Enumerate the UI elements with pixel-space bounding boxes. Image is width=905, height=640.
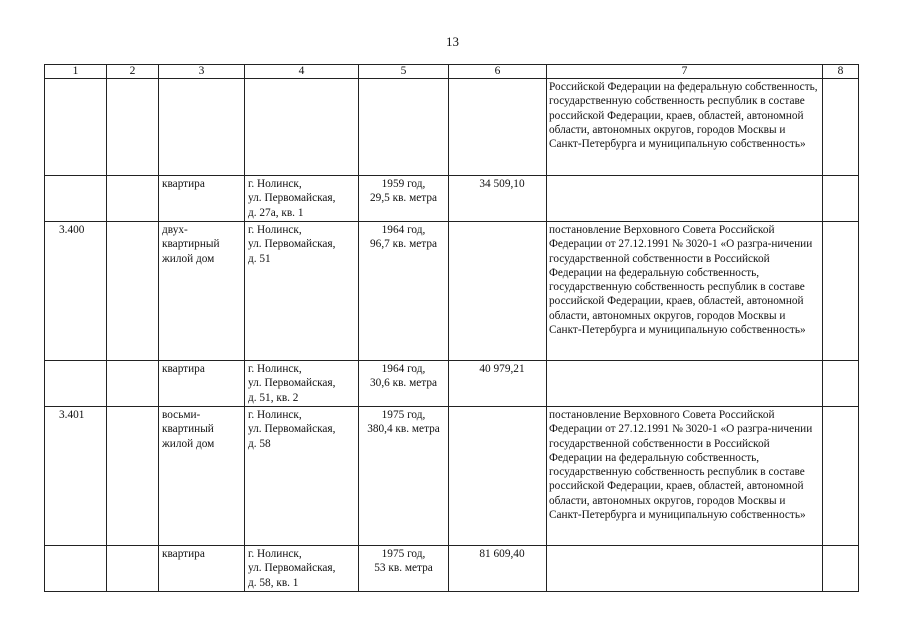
column-header-4: 4 bbox=[245, 65, 359, 79]
column-header-6: 6 bbox=[449, 65, 547, 79]
column-header-8: 8 bbox=[823, 65, 859, 79]
col-8-cell bbox=[823, 79, 859, 176]
table-row bbox=[45, 79, 859, 176]
year-and-area bbox=[359, 79, 449, 176]
col-8-cell bbox=[823, 546, 859, 592]
book-value: 81 609,40 bbox=[449, 546, 547, 592]
legal-basis: Российской Федерации на федеральную собственность, государственную собственность республик в составе российской Федерации, краев, областей, автономной области, автономных округов, городов Москвы и Санкт-Петербурга и муниципальную собственность» bbox=[547, 79, 823, 176]
table-row bbox=[45, 546, 859, 592]
object-type: двух- квартирный жилой дом bbox=[159, 222, 245, 361]
address: г. Нолинск, ул. Первомайская, д. 51, кв. 2 bbox=[245, 361, 359, 407]
table-row bbox=[45, 361, 859, 407]
column-header-2: 2 bbox=[107, 65, 159, 79]
object-type: квартира bbox=[159, 176, 245, 222]
col-8-cell bbox=[823, 222, 859, 361]
year-and-area: 1959 год, 29,5 кв. метра bbox=[359, 176, 449, 222]
col-2-cell bbox=[107, 407, 159, 546]
book-value bbox=[449, 79, 547, 176]
book-value bbox=[449, 222, 547, 361]
object-type bbox=[159, 79, 245, 176]
column-number-row bbox=[45, 65, 859, 79]
book-value bbox=[449, 407, 547, 546]
address: г. Нолинск, ул. Первомайская, д. 51 bbox=[245, 222, 359, 361]
address bbox=[245, 79, 359, 176]
column-header-7: 7 bbox=[547, 65, 823, 79]
col-8-cell bbox=[823, 176, 859, 222]
col-2-cell bbox=[107, 176, 159, 222]
row-number: 3.400 bbox=[45, 222, 107, 361]
column-header-3: 3 bbox=[159, 65, 245, 79]
year-and-area: 1975 год, 380,4 кв. метра bbox=[359, 407, 449, 546]
legal-basis bbox=[547, 361, 823, 407]
address: г. Нолинск, ул. Первомайская, д. 58, кв. 1 bbox=[245, 546, 359, 592]
column-header-1: 1 bbox=[45, 65, 107, 79]
col-2-cell bbox=[107, 222, 159, 361]
legal-basis bbox=[547, 546, 823, 592]
book-value: 34 509,10 bbox=[449, 176, 547, 222]
column-header-5: 5 bbox=[359, 65, 449, 79]
property-register-table bbox=[44, 64, 859, 592]
year-and-area: 1964 год, 96,7 кв. метра bbox=[359, 222, 449, 361]
row-number: 3.401 bbox=[45, 407, 107, 546]
col-8-cell bbox=[823, 361, 859, 407]
address: г. Нолинск, ул. Первомайская, д. 58 bbox=[245, 407, 359, 546]
table-row bbox=[45, 407, 859, 546]
col-2-cell bbox=[107, 546, 159, 592]
table-row bbox=[45, 222, 859, 361]
row-number bbox=[45, 361, 107, 407]
col-2-cell bbox=[107, 79, 159, 176]
row-number bbox=[45, 79, 107, 176]
year-and-area: 1964 год, 30,6 кв. метра bbox=[359, 361, 449, 407]
address: г. Нолинск, ул. Первомайская, д. 27а, кв. 1 bbox=[245, 176, 359, 222]
col-2-cell bbox=[107, 361, 159, 407]
object-type: квартира bbox=[159, 546, 245, 592]
col-8-cell bbox=[823, 407, 859, 546]
year-and-area: 1975 год, 53 кв. метра bbox=[359, 546, 449, 592]
legal-basis: постановление Верховного Совета Российской Федерации от 27.12.1991 № 3020-1 «О разгра-ничении государственной собственности в Российской Федерации на федеральную собственность, государственную собственность республик в составе российской Федерации, краев, областей, автономной области, автономных округов, городов Москвы и Санкт-Петербурга и муниципальную собственность» bbox=[547, 407, 823, 546]
book-value: 40 979,21 bbox=[449, 361, 547, 407]
object-type: квартира bbox=[159, 361, 245, 407]
page-number: 13 bbox=[446, 34, 459, 49]
legal-basis bbox=[547, 176, 823, 222]
table-row bbox=[45, 176, 859, 222]
row-number bbox=[45, 546, 107, 592]
legal-basis: постановление Верховного Совета Российской Федерации от 27.12.1991 № 3020-1 «О разгра-ничении государственной собственности в Российской Федерации на федеральную собственность, государственную собственность республик в составе российской Федерации, краев, областей, автономной области, автономных округов, городов Москвы и Санкт-Петербурга и муниципальную собственность» bbox=[547, 222, 823, 361]
object-type: восьми- квартиный жилой дом bbox=[159, 407, 245, 546]
row-number bbox=[45, 176, 107, 222]
